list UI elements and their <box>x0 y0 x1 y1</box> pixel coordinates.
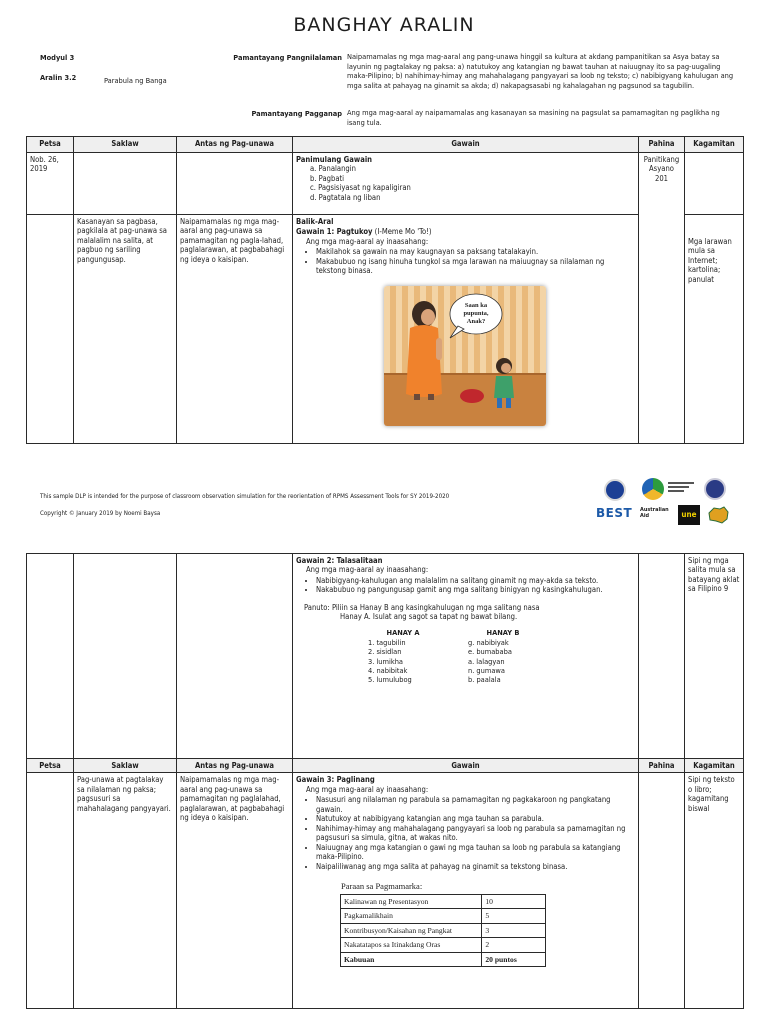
table-row <box>27 773 744 1009</box>
lesson-table-1 <box>26 136 744 444</box>
pagganap-text: Ang mga mag-aaral ay naipamamalas ang kasanayan sa masining na pagsulat sa pamamagitan ng paglikha ng isang tula. <box>347 108 720 127</box>
panimulang-gawain-title: Panimulang Gawain <box>296 155 373 164</box>
col-pahina: Pahina <box>639 759 685 773</box>
list-item: b. paalala <box>468 675 501 685</box>
list-item: n. gumawa <box>468 665 505 675</box>
meme-illustration <box>384 286 546 426</box>
gawain-3-bullets <box>296 795 635 871</box>
pagganap-label: Pamantayang Pagganap <box>251 109 342 118</box>
list-item: e. bumababa <box>468 647 512 657</box>
partner-logos <box>596 475 746 531</box>
gawain-cell <box>293 773 639 1009</box>
balik-aral-title: Balik-Aral <box>296 217 334 226</box>
rubric-points: 2 <box>482 938 546 952</box>
saklaw-cell: Pag-unawa at pagtalakay sa nilalaman ng paksa; pagsusuri sa mahahalagang pangyayari. <box>74 773 177 1009</box>
rubric-total-label: Kabuuan <box>341 952 482 966</box>
list-item: c. Pagsisiyasat ng kapaligiran <box>310 183 411 193</box>
gawain-cell <box>293 215 639 444</box>
lesson-table-2 <box>26 553 744 1009</box>
hanay-a <box>368 628 438 685</box>
hanay-b <box>468 628 538 685</box>
panuto-line-1: Panuto: Piliin sa Hanay B ang kasingkahulugan ng mga salitang nasa <box>304 602 540 612</box>
modyul-label: Modyul 3 <box>40 53 75 62</box>
pahina-cell <box>639 554 685 759</box>
inaasahan-text: Ang mga mag-aaral ay inaasahang: <box>306 784 429 794</box>
list-item: • Makilahok sa gawain na may kaugnayan sa paksang tatalakayin. <box>316 247 635 256</box>
col-pahina: Pahina <box>639 137 685 153</box>
inaasahan-text: Ang mga mag-aaral ay inaasahang: <box>306 565 429 575</box>
rubric-total-points: 20 puntos <box>482 952 546 966</box>
list-item: • Nasusuri ang nilalaman ng parabula sa pamamagitan ng pagkakaroon ng pangkatang gawain. <box>316 795 635 814</box>
col-saklaw: Saklaw <box>74 137 177 153</box>
inaasahan-text: Ang mga mag-aaral ay inaasahang: <box>306 236 429 246</box>
rubric-points: 5 <box>482 909 546 923</box>
gawain-cell <box>293 153 639 215</box>
gawain-1-bullets <box>296 247 635 275</box>
rubric-criterion: Pagkamalikhain <box>341 909 482 923</box>
hanay-a-title: HANAY A <box>386 627 420 637</box>
hanay-columns <box>296 628 635 685</box>
col-gawain: Gawain <box>293 137 639 153</box>
table-row <box>341 909 546 923</box>
list-item: • Nakabubuo ng pangungusap gamit ang mga salitang binigyan ng kasingkahulugan. <box>316 585 635 594</box>
col-kagamitan: Kagamitan <box>685 759 744 773</box>
speech-bubble-text: Saan ka pupunta, Anak? <box>463 301 489 325</box>
gawain-3-label: Gawain 3: Paglinang <box>296 775 375 785</box>
pangnilalaman-label: Pamantayang Pangnilalaman <box>233 53 342 62</box>
university-seal-icon <box>704 478 726 500</box>
list-item: a. Panalangin <box>310 164 356 174</box>
gawain-cell <box>293 554 639 759</box>
saklaw-cell <box>74 153 177 215</box>
kagamitan-cell: Mga larawan mula sa Internet; kartolina; panulat <box>685 215 744 444</box>
list-item: 3. lumikha <box>368 656 403 666</box>
petsa-cell <box>27 773 74 1009</box>
list-item: g. nabibiyak <box>468 638 509 648</box>
saklaw-cell <box>74 554 177 759</box>
gawain-2-label: Gawain 2: Talasalitaan <box>296 556 383 565</box>
col-gawain: Gawain <box>293 759 639 773</box>
research-center-logo-icon <box>642 478 664 500</box>
list-item: a. lalagyan <box>468 656 505 666</box>
table-row <box>341 894 546 908</box>
col-antas: Antas ng Pag-unawa <box>177 759 293 773</box>
kagamitan-cell: Sipi ng mga salita mula sa batayang aklat sa Filipino 9 <box>685 554 744 759</box>
table-row <box>341 938 546 952</box>
antas-cell: Naipamamalas ng mga mag-aaral ang pag-unawa sa pamamagitan ng paglalahad, paglalarawan, at pagbabahagi ng ideya o kaisipan. <box>177 773 293 1009</box>
table-row <box>27 153 744 215</box>
rubric-points: 3 <box>482 923 546 937</box>
petsa-cell <box>27 215 74 444</box>
best-logo: BEST <box>596 506 633 520</box>
rubric-table <box>340 894 546 967</box>
antas-cell: Naipamamalas ng mga mag-aaral ang pag-unawa sa pamamagitan ng pagla-lahad, paglalarawan, at pagbabahagi ng ideya o kaisipan. <box>177 215 293 444</box>
list-item: 1. tagubilin <box>368 638 406 648</box>
panuto-line-2: Hanay A. Isulat ang sagot sa tapat ng bawat bilang. <box>340 612 518 622</box>
research-center-text-icon <box>668 482 694 496</box>
gawain-1-heading <box>296 227 635 236</box>
gawain-2-bullets <box>296 576 635 595</box>
pahina-cell: Panitikang Asyano 201 <box>639 153 685 444</box>
list-item: d. Pagtatala ng liban <box>310 192 381 202</box>
antas-cell <box>177 554 293 759</box>
list-item: • Makabubuo ng isang hinuha tungkol sa mga larawan na maiuugnay sa nilalaman ng tekstong binasa. <box>316 257 635 276</box>
panimulang-list <box>296 164 635 202</box>
deped-seal-icon <box>604 479 626 501</box>
col-antas: Antas ng Pag-unawa <box>177 137 293 153</box>
petsa-cell <box>27 554 74 759</box>
list-item: • Naiuugnay ang mga katangian o gawi ng mga tauhan sa loob ng parabula sa katangiang maka-Pilipino. <box>316 843 635 862</box>
antas-cell <box>177 153 293 215</box>
list-item: • Nabibigyang-kahulugan ang malalalim na salitang ginamit ng may-akda sa teksto. <box>316 576 635 585</box>
petsa-cell: Nob. 26, 2019 <box>27 153 74 215</box>
col-kagamitan: Kagamitan <box>685 137 744 153</box>
pahina-cell <box>639 773 685 1009</box>
table-row <box>27 554 744 759</box>
kagamitan-cell <box>685 153 744 215</box>
rubric-points: 10 <box>482 894 546 908</box>
table-row <box>27 215 744 444</box>
col-petsa: Petsa <box>27 137 74 153</box>
table-row <box>341 952 546 966</box>
col-saklaw: Saklaw <box>74 759 177 773</box>
rubric-criterion: Kalinawan ng Presentasyon <box>341 894 482 908</box>
gawain-1-label: Gawain 1: Pagtukoy <box>296 227 373 237</box>
list-item: • Nahihimay-himay ang mahahalagang pangyayari sa loob ng parabula sa pamamagitan ng pagsusuri sa simula, gitna, at wakas nito. <box>316 824 635 843</box>
saklaw-cell: Kasanayan sa pagbasa, pagkilala at pag-unawa sa malalalim na salita, at pagbuo ng sariling pangungusap. <box>74 215 177 444</box>
pangnilalaman-text: Naipamamalas ng mga mag-aaral ang pang-unawa hinggil sa kultura at akdang pampanitikan sa Asya batay sa layunin ng pagtalakay ng paksa: a) natutukoy ang katangian ng bawat tauhan at naiuugnay ito sa pag-uugaling maka-Pilipino; b) nahihimay-himay ang mahahalagang pangyayari sa loob ng teksto; c) nabibigyang kahulugan ang mga salita at pahayag na ginamit sa akda; d) nakapagsasabi ng kahalagahan ng pagsunod sa tagubilin. <box>347 52 734 90</box>
australian-aid-logo: Australian Aid <box>640 507 669 520</box>
list-item: 4. nabibitak <box>368 665 408 675</box>
une-logo: une <box>678 505 700 525</box>
list-item: • Naipaliliwanag ang mga salita at pahayag na ginamit sa tekstong binasa. <box>316 862 635 871</box>
kagamitan-cell: Sipi ng teksto o libro; kagamitang biswal <box>685 773 744 1009</box>
footer-note: This sample DLP is intended for the purpose of classroom observation simulation for the reorientation of RPMS Assessment Tools for SY 2019-2020 <box>40 493 450 500</box>
hanay-b-title: HANAY B <box>486 627 520 637</box>
australia-map-icon <box>706 505 730 525</box>
rubric-criterion: Kontribusyon/Kaisahan ng Pangkat <box>341 923 482 937</box>
document-title: BANGHAY ARALIN <box>293 14 475 36</box>
footer-copyright: Copyright © January 2019 by Noemi Baysa <box>40 510 161 517</box>
list-item: • Natutukoy at nabibigyang katangian ang mga tauhan sa parabula. <box>316 814 635 823</box>
table-header-row <box>27 137 744 153</box>
list-item: 2. sisidlan <box>368 647 402 657</box>
aralin-title: Parabula ng Banga <box>104 76 167 85</box>
aralin-label: Aralin 3.2 <box>40 73 77 82</box>
table-header-row <box>27 759 744 773</box>
list-item: b. Pagbati <box>310 173 345 183</box>
table-row <box>341 923 546 937</box>
list-item: 5. lumulubog <box>368 675 412 685</box>
rubric-title: Paraan sa Pagmamarka: <box>341 881 423 892</box>
gawain-1-sub: (I-Meme Mo 'To!) <box>374 227 432 237</box>
rubric-criterion: Nakatatapos sa Itinakdang Oras <box>341 938 482 952</box>
col-petsa: Petsa <box>27 759 74 773</box>
